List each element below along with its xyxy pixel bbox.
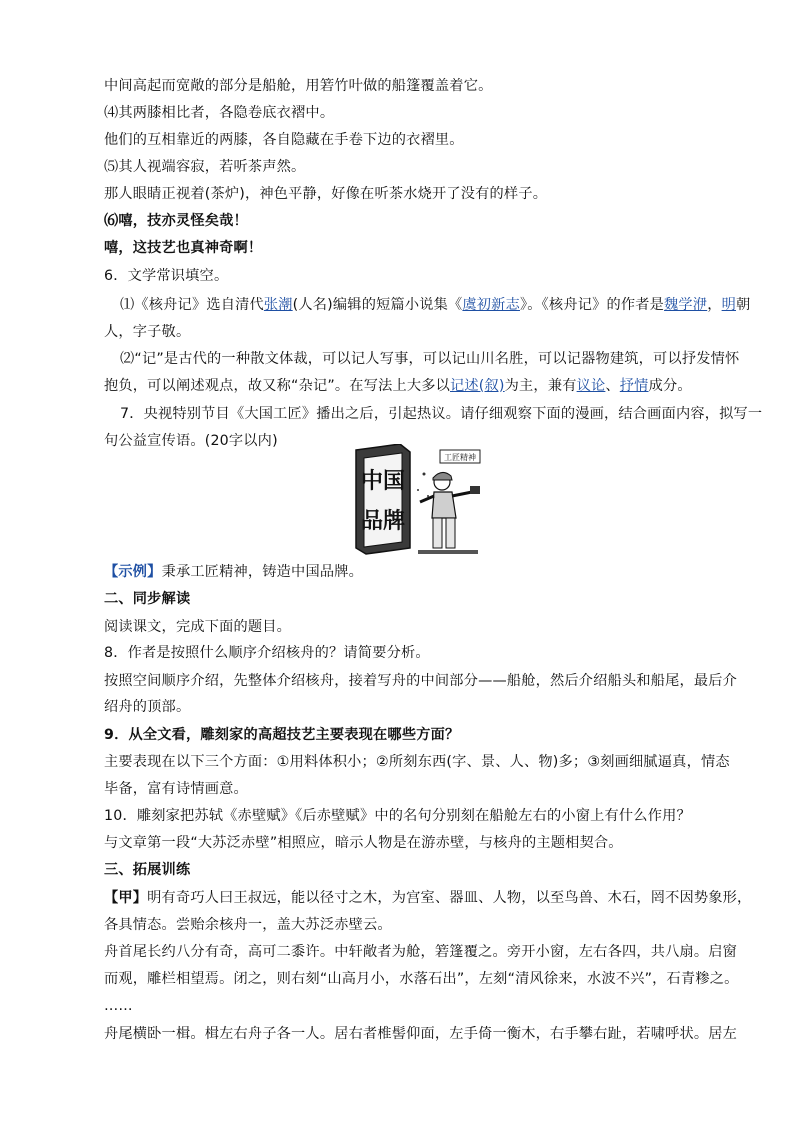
translation-line: 嘻，这技艺也真神奇啊！ [104,240,263,256]
translation-line: 中间高起而宽敞的部分是船舱，用箬竹叶做的船篷覆盖着它。 [104,78,493,94]
passage-line: 各具情态。尝贻余核舟一，盖大苏泛赤壁云。 [104,917,392,933]
original-sentence: ⑸其人视端容寂，若听茶声然。 [104,159,306,175]
question-9: 9．从全文看，雕刻家的高超技艺主要表现在哪些方面？ [104,727,460,743]
q6-part-1-cont: 人，字子敬。 [104,324,191,340]
sign-text: 中国 [360,469,406,494]
passage-paragraph: 【甲】明有奇巧人曰王叔远，能以径寸之木，为宫室、器皿、人物，以至鸟兽、木石，罔不因势象形， [104,890,752,906]
answer-blank: 记述(叙) [450,378,505,394]
q6-part-1: ⑴《核舟记》选自清代张潮(人名)编辑的短篇小说集《虞初新志》。《核舟记》的作者是魏学洢，明朝 [120,297,751,313]
answer-8-cont: 绍舟的顶部。 [104,699,191,715]
question-7: 7．央视特别节目《大国工匠》播出之后，引起热议。请仔细观察下面的漫画，结合画面内容，拟写一 [120,406,763,422]
passage-line: 而观，雕栏相望焉。闭之，则右刻“山高月小，水落石出”，左刻“清风徐来，水波不兴”，石青糁之。 [104,971,739,987]
question-7-cont: 句公益宣传语。(20字以内) [104,433,278,449]
cartoon-illustration [336,444,496,556]
example-tag: 【示例】 [104,564,162,580]
section-heading: 三、拓展训练 [104,862,191,878]
q6-part-2: ⑵“记”是古代的一种散文体裁，可以记人写事，可以记山川名胜，可以记器物建筑，可以抒发情怀 [120,351,740,367]
q6-part-2-cont: 抱负，可以阐述观点，故又称“杂记”。在写法上大多以记述(叙)为主，兼有议论、抒情成分。 [104,378,692,394]
ellipsis: …… [104,998,133,1014]
answer-blank: 魏学洢 [664,297,708,313]
sign-text: 品牌 [360,509,406,534]
translation-line: 他们的互相靠近的两膝，各自隐藏在手卷下边的衣褶里。 [104,132,464,148]
answer-blank: 张潮 [263,297,293,313]
answer-blank: 议论 [576,378,606,394]
answer-9-cont: 毕备，富有诗情画意。 [104,781,248,797]
answer-10: 与文章第一段“大苏泛赤壁”相照应，暗示人物是在游赤壁，与核舟的主题相契合。 [104,835,623,851]
answer-7: 【示例】秉承工匠精神，铸造中国品牌。 [104,564,363,580]
question-10: 10．雕刻家把苏轼《赤壁赋》《后赤壁赋》中的名句分别刻在船舱左右的小窗上有什么作用？ [104,808,691,824]
translation-line: 那人眼睛正视着(茶炉)，神色平静，好像在听茶水烧开了没有的样子。 [104,186,548,202]
answer-9: 主要表现在以下三个方面：①用料体积小；②所刻东西(字、景、人、物)多；③刻画细腻逼真，情态 [104,754,730,770]
passage-paragraph: 舟首尾长约八分有奇，高可二黍许。中轩敞者为舱，箬篷覆之。旁开小窗，左右各四，共八扇。启窗 [104,944,738,960]
question-6: 6．文学常识填空。 [104,268,229,284]
answer-blank: 明 [721,297,736,313]
answer-8: 按照空间顺序介绍，先整体介绍核舟，接着写舟的中间部分——船舱，然后介绍船头和船尾，最后介 [104,673,738,689]
passage-paragraph: 舟尾横卧一楫。楫左右舟子各一人。居右者椎髻仰面，左手倚一衡木，右手攀右趾，若啸呼状。居左 [104,1026,738,1042]
instruction: 阅读课文，完成下面的题目。 [104,619,292,635]
answer-blank: 虞初新志 [462,297,520,313]
passage-tag: 【甲】 [104,890,148,906]
section-heading: 二、同步解读 [104,591,191,607]
original-sentence: ⑷其两膝相比者，各隐卷底衣褶中。 [104,105,335,121]
original-sentence: ⑹嘻，技亦灵怪矣哉！ [104,213,248,229]
banner-text: 工匠精神 [444,453,476,462]
answer-blank: 抒情 [619,378,649,394]
question-8: 8．作者是按照什么顺序介绍核舟的？请简要分析。 [104,645,430,661]
